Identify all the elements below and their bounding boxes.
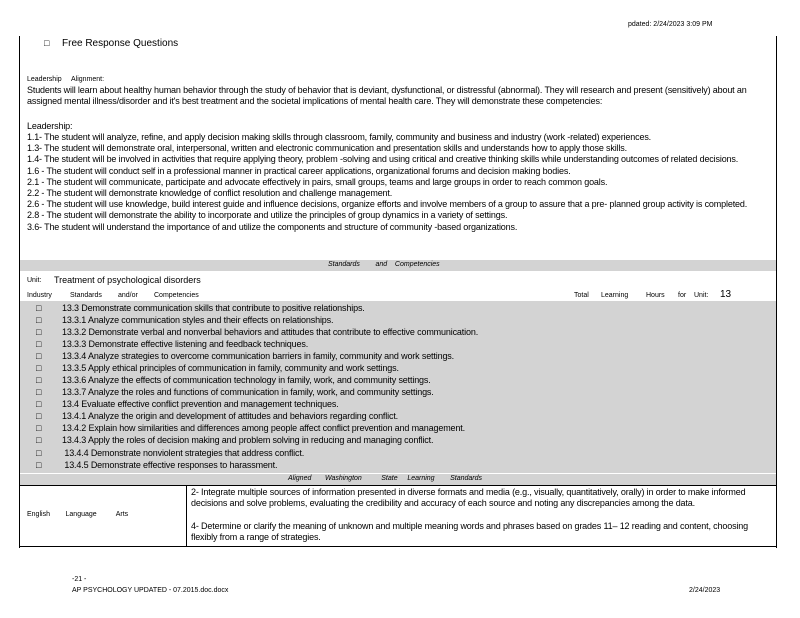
standards-bar-label: Standards and Competencies [328,261,440,268]
ela-top-border [20,485,776,486]
leadership-item: 2.2 - The student will demonstrate knowledge of conflict resolution and challenge management. [27,188,393,199]
competency-text: 13.3.7 Analyze the roles and functions of communication in family, work, and community settings. [62,387,434,397]
competency-row [36,351,454,361]
leadership-list [27,132,772,233]
competency-row [36,448,304,458]
competency-text: 13.4.4 Demonstrate nonviolent strategies that address conflict. [62,448,305,458]
checkbox-icon: □ [36,435,42,445]
table-right-border [776,36,777,548]
competency-row [36,460,277,470]
checkbox-icon: □ [36,303,42,313]
checkbox-icon: □ [36,423,42,433]
col-andor: and/or [118,292,138,299]
checkbox-icon: □ [36,399,42,409]
col-unit: Unit: [694,292,709,299]
ela-standard-2: 2- Integrate multiple sources of information presented in diverse formats and media (e.g., visually, quantitatively, orally) in order to make informed decisions and solve problems, evaluating the credibility and accuracy of each source and noting any discrepancies among the data. [191,487,746,509]
competency-text: 13.3.5 Apply ethical principles of communication in family, community and work settings. [62,363,399,373]
ela-standard-4: 4- Determine or clarify the meaning of unknown and multiple meaning words and phrases based on grades 11– 12 reading and content, choosing flexibly from a range of strategies. [191,521,748,543]
competency-text: 13.4.5 Demonstrate effective responses to harassment. [62,460,278,470]
leadership-item: 1.1- The student will analyze, refine, and apply decision making skills through classroom, family, community and business and industry (work -related) experiences. [27,132,652,142]
leadership-heading: Leadership: [27,121,73,131]
competency-text: 13.3.2 Demonstrate verbal and nonverbal behaviors and attitudes that contribute to effective communication. [62,327,479,337]
ela-bottom-border [20,546,777,547]
checkbox-icon: □ [36,387,42,397]
col-total: Total [574,292,589,299]
col-standards: Standards [70,292,102,299]
aligned-standards-label: Aligned Washington State Learning Standards [288,475,483,482]
competency-row [36,411,398,421]
competency-text: 13.4 Evaluate effective conflict prevention and management techniques. [62,399,339,409]
aligned-standards-bar [20,474,776,485]
competency-row [36,303,365,313]
competency-text: 13.3.1 Analyze communication styles and their effects on relationships. [62,315,334,325]
competency-row [36,363,399,373]
col-industry: Industry [27,292,52,299]
leadership-item: 3.6- The student will understand the importance of and utilize the components and structure of community -based organizations. [27,221,518,232]
competency-text: 13.3.6 Analyze the effects of communication technology in family, work, and community settings. [62,375,431,385]
competency-row [36,375,431,385]
competency-text: 13.3.4 Analyze strategies to overcome communication barriers in family, community and work settings. [62,351,455,361]
leadership-item: 2.1 - The student will communicate, participate and advocate effectively in pairs, small groups, teams and large groups in order to reach common goals. [27,176,608,187]
intro-paragraph: Students will learn about healthy human behavior through the study of behavior that is deviant, dysfunctional, or distressful (abnormal). They will research and present (sensitively) about an assigned mental illness/disorder and it's best treatment and the societal implications of mental health care. They will demonstrate these competencies: [27,85,747,107]
section-title: Free Response Questions [62,38,179,49]
col-competencies: Competencies [154,292,199,299]
checkbox-icon: □ [36,411,42,421]
alignment-label: Leadership Alignment: [27,76,105,83]
competency-row [36,327,478,337]
checkbox-icon: □ [36,315,42,325]
section-bullet-icon: □ [44,38,50,48]
checkbox-icon: □ [36,460,42,470]
checkbox-icon: □ [36,375,42,385]
competency-text: 13.4.3 Apply the roles of decision making and problem solving in reducing and managing conflict. [62,435,434,445]
checkbox-icon: □ [36,363,42,373]
unit-label: Unit: [27,277,42,284]
unit-name: Treatment of psychological disorders [54,275,201,285]
page-number: -21 - [72,576,87,583]
competency-text: 13.3 Demonstrate communication skills that contribute to positive relationships. [62,303,365,313]
competency-row [36,315,333,325]
standards-bar [20,260,776,271]
competency-text: 13.3.3 Demonstrate effective listening and feedback techniques. [62,339,309,349]
col-for: for [678,292,687,299]
checkbox-icon: □ [36,448,42,458]
leadership-item: 1.3- The student will demonstrate oral, interpersonal, written and electronic communication and presentation skills and understands how to apply those skills. [27,143,627,154]
competency-row [36,435,433,445]
checkbox-icon: □ [36,327,42,337]
competency-row [36,423,465,433]
checkbox-icon: □ [36,339,42,349]
competency-row [36,387,434,397]
ela-label: English Language Arts [27,511,129,518]
competency-text: 13.4.1 Analyze the origin and development of attitudes and behaviors regarding conflict. [62,411,399,421]
competency-row [36,399,339,409]
checkbox-icon: □ [36,351,42,361]
leadership-item: 1.6 - The student will conduct self in a professional manner in practical career applications, organizational forums and decision making bodies. [27,165,571,176]
col-learning: Learning [601,292,629,299]
ela-divider [186,485,187,547]
leadership-item: 2.8 - The student will demonstrate the ability to incorporate and utilize the principles of group dynamics in a variety of settings. [27,210,508,221]
competency-text: 13.4.2 Explain how similarities and differences among people affect conflict prevention and management. [62,423,465,433]
competency-row [36,339,308,349]
hours-value: 13 [720,289,732,300]
footer-date: 2/24/2023 [689,587,721,594]
leadership-item: 1.4- The student will be involved in activities that require applying theory, problem -solving and using critical and creative thinking skills while understanding outcomes of related decisions. [27,154,739,165]
leadership-item: 2.6 - The student will use knowledge, build interest guide and influence decisions, organize efforts and involve members of a group to assure that a pre- planned group activity is completed. [27,199,748,210]
footer-filename: AP PSYCHOLOGY UPDATED - 07.2015.doc.docx [72,587,229,594]
col-hours: Hours [646,292,665,299]
updated-timestamp: pdated: 2/24/2023 3:09 PM [628,21,713,28]
